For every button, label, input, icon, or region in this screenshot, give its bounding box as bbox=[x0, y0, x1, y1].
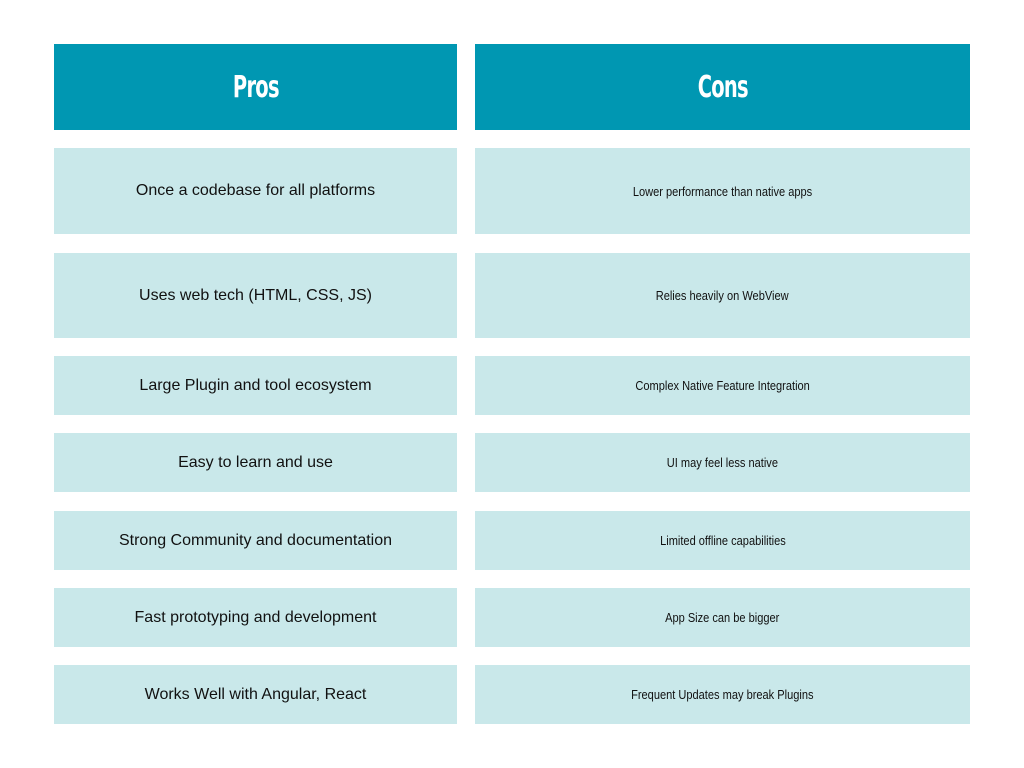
pro-item bbox=[54, 511, 457, 570]
pros-header-label: Pros bbox=[232, 69, 279, 105]
con-item bbox=[475, 511, 970, 570]
con-item bbox=[475, 588, 970, 647]
pro-item bbox=[54, 665, 457, 724]
pro-item bbox=[54, 433, 457, 492]
cons-header bbox=[475, 44, 970, 130]
pro-item bbox=[54, 356, 457, 415]
pro-text: Once a codebase for all platforms bbox=[135, 182, 376, 199]
pro-text: Fast prototyping and development bbox=[134, 608, 377, 626]
pros-header bbox=[54, 44, 457, 130]
pro-text: Works Well with Angular, React bbox=[144, 685, 367, 703]
con-item bbox=[475, 356, 970, 415]
con-text: App Size can be bigger bbox=[665, 610, 780, 625]
pro-text: Large Plugin and tool ecosystem bbox=[139, 376, 372, 394]
con-item bbox=[475, 665, 970, 724]
pro-item bbox=[54, 148, 457, 234]
pro-text: Strong Community and documentation bbox=[118, 531, 393, 549]
con-item bbox=[475, 433, 970, 492]
cons-header-label: Cons bbox=[697, 69, 748, 105]
con-text: UI may feel less native bbox=[666, 455, 779, 470]
pro-text: Uses web tech (HTML, CSS, JS) bbox=[139, 286, 372, 304]
con-text: Frequent Updates may break Plugins bbox=[631, 687, 814, 702]
con-text: Limited offline capabilities bbox=[659, 533, 786, 548]
pro-item bbox=[54, 253, 457, 338]
pro-item bbox=[54, 588, 457, 647]
con-text: Lower performance than native apps bbox=[632, 183, 813, 199]
con-text: Complex Native Feature Integration bbox=[635, 378, 810, 393]
con-text: Relies heavily on WebView bbox=[656, 288, 789, 303]
con-item bbox=[475, 253, 970, 338]
con-item bbox=[475, 148, 970, 234]
pro-text: Easy to learn and use bbox=[178, 453, 333, 471]
